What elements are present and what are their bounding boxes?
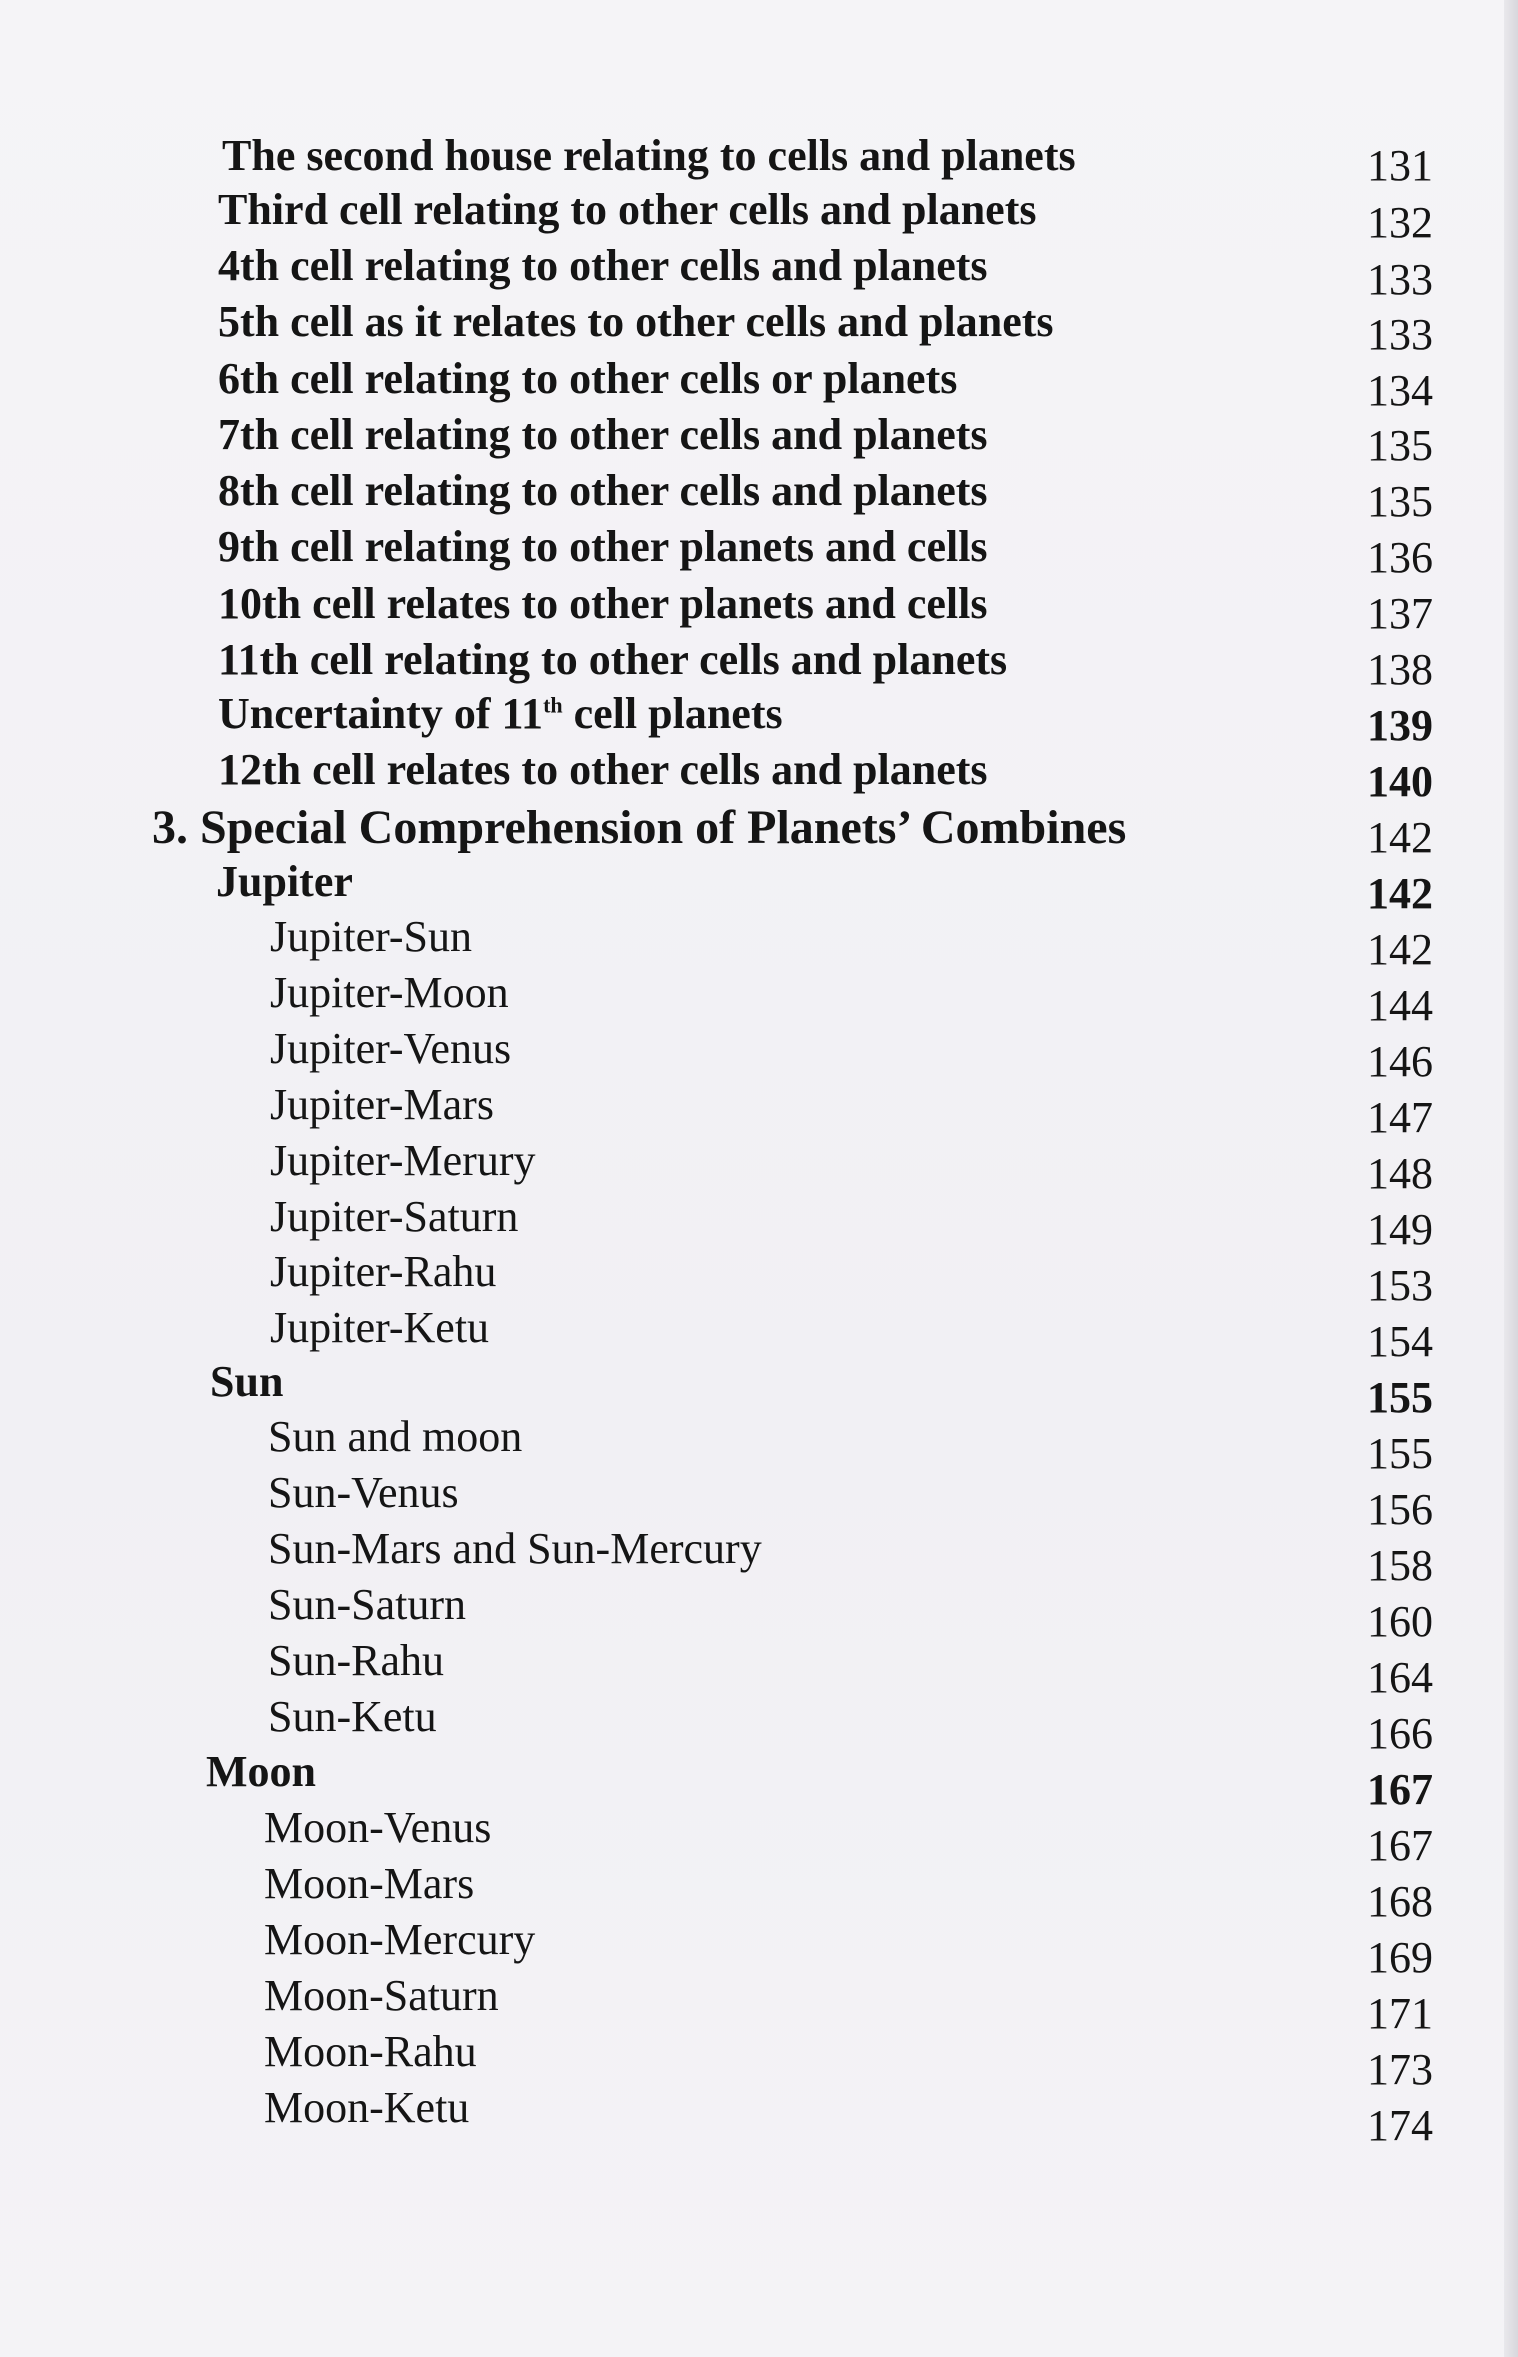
toc-page-number: 135 [1367,421,1433,470]
toc-entry-label: Third cell relating to other cells and planets [218,185,1037,234]
toc-subentry-label: Moon-Mercury [264,1915,536,1964]
toc-page-number: 138 [1367,645,1433,694]
toc-page-number: 174 [1367,2101,1433,2150]
toc-subentry-label: Jupiter-Rahu [270,1247,497,1296]
toc-page-number: 155 [1367,1429,1433,1478]
toc-subentry-label: Jupiter-Sun [270,912,472,961]
toc-entry-label: 8th cell relating to other cells and planets [218,466,988,515]
toc-entry-label: 4th cell relating to other cells and planets [218,241,988,290]
group-heading-moon: Moon [206,1747,316,1796]
toc-subentry-label: Moon-Ketu [264,2083,470,2132]
toc-subentry-label: Moon-Venus [264,1803,492,1852]
toc-subentry-label: Jupiter-Saturn [270,1192,519,1241]
toc-entry-label-text: Uncertainty of 11 [218,689,544,738]
toc-entry-label: 7th cell relating to other cells and planets [218,410,988,459]
toc-entry-label: 5th cell as it relates to other cells and planets [218,297,1054,346]
toc-subentry-label: Sun-Saturn [268,1580,466,1629]
toc-page-number: 137 [1367,589,1433,638]
section-heading: 3. Special Comprehension of Planets’ Combines [152,801,1127,854]
toc-page-number: 146 [1367,1037,1433,1086]
toc-subentry-label: Sun-Rahu [268,1636,444,1685]
toc-page-number: 168 [1367,1877,1433,1926]
toc-page-number: 158 [1367,1541,1433,1590]
toc-page-number: 133 [1367,310,1433,359]
group-heading-jupiter: Jupiter [216,857,353,906]
toc-page-number: 167 [1367,1765,1433,1814]
toc-entry-label-text: cell planets [562,689,783,738]
toc-page-number: 142 [1367,813,1433,862]
toc-page-number: 167 [1367,1821,1433,1870]
toc-entry-label: 11th cell relating to other cells and planets [218,635,1008,684]
toc-page-number: 171 [1367,1989,1433,2038]
toc-page-number: 149 [1367,1205,1433,1254]
toc-page-number: 134 [1367,366,1433,415]
toc-entry-label: 12th cell relates to other cells and planets [218,745,988,794]
toc-page-number: 164 [1367,1653,1433,1702]
toc-page-number: 136 [1367,533,1433,582]
toc-subentry-label: Jupiter-Ketu [270,1303,490,1352]
toc-page-number: 142 [1367,925,1433,974]
toc-subentry-label: Moon-Mars [264,1859,475,1908]
toc-page-number: 142 [1367,869,1433,918]
toc-entry-label [218,689,783,738]
toc-subentry-label: Sun-Mars and Sun-Mercury [268,1524,762,1573]
toc-page-number: 139 [1367,701,1433,750]
group-heading-sun: Sun [210,1357,284,1406]
toc-page-number: 148 [1367,1149,1433,1198]
toc-entry-label: The second house relating to cells and planets [222,131,1076,180]
toc-page-number: 166 [1367,1709,1433,1758]
toc-page-number: 140 [1367,757,1433,806]
ordinal-superscript: th [543,692,563,718]
toc-page-number: 131 [1367,141,1433,190]
toc-page-number: 160 [1367,1597,1433,1646]
toc-subentry-label: Sun-Ketu [268,1692,437,1741]
toc-page-number: 154 [1367,1317,1433,1366]
toc-page-number: 147 [1367,1093,1433,1142]
toc-page-number: 144 [1367,981,1433,1030]
toc-page-number: 169 [1367,1933,1433,1982]
toc-page-number: 135 [1367,477,1433,526]
toc-entry-label: 10th cell relates to other planets and cells [218,579,988,628]
toc-page-number: 155 [1367,1373,1433,1422]
toc-entry-label: 9th cell relating to other planets and cells [218,522,988,571]
toc-subentry-label: Jupiter-Moon [270,968,509,1017]
toc-subentry-label: Moon-Saturn [264,1971,499,2020]
toc-subentry-label: Sun-Venus [268,1468,459,1517]
toc-page-number: 156 [1367,1485,1433,1534]
toc-subentry-label: Jupiter-Merury [270,1136,536,1185]
toc-subentry-label: Jupiter-Mars [270,1080,494,1129]
toc-page-number: 133 [1367,255,1433,304]
toc-subentry-label: Sun and moon [268,1412,523,1461]
toc-page-number: 153 [1367,1261,1433,1310]
toc-page-number: 132 [1367,198,1433,247]
toc-subentry-label: Moon-Rahu [264,2027,477,2076]
toc-subentry-label: Jupiter-Venus [270,1024,512,1073]
toc-page-number: 173 [1367,2045,1433,2094]
toc-entry-label: 6th cell relating to other cells or planets [218,354,958,403]
